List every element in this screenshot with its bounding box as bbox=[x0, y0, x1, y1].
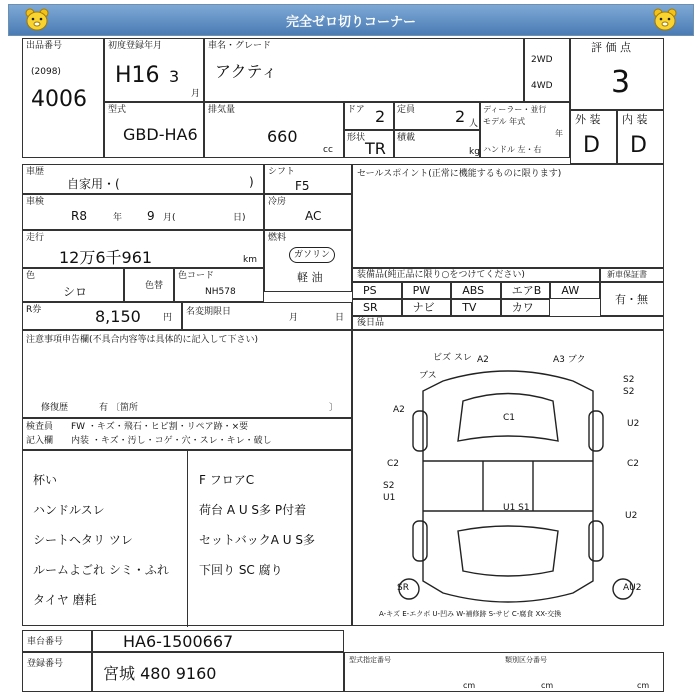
displacement-cell bbox=[204, 102, 344, 158]
diagram-mark: ビズ スレ bbox=[433, 353, 472, 363]
inspector-row-exterior: FW ・キズ・飛石・ヒビ割・リペア跡・×要 bbox=[71, 422, 249, 432]
repair-close: 〕 bbox=[329, 403, 339, 413]
exterior-cell bbox=[570, 110, 617, 164]
door-cell bbox=[344, 102, 394, 130]
later-items-label: 後日品 bbox=[357, 318, 385, 328]
interior-label: 内 装 bbox=[622, 113, 648, 126]
diagram-mark: U2 bbox=[625, 511, 638, 521]
shape-value: TR bbox=[365, 139, 386, 158]
interior-cell bbox=[617, 110, 664, 164]
diagram-mark: U1 S1 bbox=[503, 503, 530, 513]
equipment-label: PS bbox=[363, 284, 377, 297]
exterior-label: 外 装 bbox=[575, 113, 601, 126]
equipment-label: ABS bbox=[462, 284, 485, 297]
drive-2wd: 2WD bbox=[531, 55, 553, 65]
equipment-label: ナビ bbox=[412, 301, 435, 314]
front-right-wheel bbox=[589, 411, 603, 451]
diagram-mark: C2 bbox=[387, 459, 400, 469]
aircon-label: 冷房 bbox=[268, 197, 287, 207]
inspection-label: 車検 bbox=[26, 197, 45, 207]
use-label: 車歴 bbox=[26, 167, 45, 177]
first-reg-year: H16 bbox=[115, 63, 160, 88]
damage-diagram-cell bbox=[352, 330, 664, 626]
equipment-label: SR bbox=[363, 301, 378, 314]
lot-label: 出品番号 bbox=[26, 41, 63, 51]
month-unit: 月 bbox=[191, 89, 201, 99]
later-items-cell bbox=[352, 316, 664, 330]
measure-label: 類別区分番号 bbox=[505, 656, 547, 664]
name-change-day: 日 bbox=[335, 313, 345, 323]
inspector-label: 検査員 bbox=[26, 422, 54, 432]
inspection-month: 9 bbox=[147, 209, 155, 223]
note-left: タイヤ 磨耗 bbox=[33, 593, 97, 607]
note-left: 杯い bbox=[33, 473, 58, 487]
inspection-year-unit: 年 bbox=[113, 213, 123, 223]
displacement-label: 排気量 bbox=[208, 105, 236, 115]
use-value: 自家用・( bbox=[67, 177, 120, 191]
drive-cell bbox=[524, 38, 570, 102]
inspection-month-unit: 月( bbox=[163, 213, 176, 223]
note-right: 荷台 A U S多 P付着 bbox=[199, 503, 307, 517]
banner-title: 完全ゼロ切りコーナー bbox=[285, 15, 416, 30]
diagram-mark: ブス bbox=[419, 371, 437, 381]
cm-unit: cm bbox=[463, 681, 476, 690]
equipment-label: AW bbox=[561, 284, 580, 297]
handwritten-notes-cell bbox=[22, 450, 352, 626]
diagram-mark: S2 bbox=[383, 481, 395, 491]
inspector-cell bbox=[22, 418, 352, 450]
door-label: ドア bbox=[347, 105, 365, 115]
equipment-item bbox=[550, 282, 600, 299]
yen-unit: 円 bbox=[163, 313, 173, 323]
name-change-month: 月 bbox=[289, 313, 299, 323]
diagram-mark: U1 bbox=[383, 493, 396, 503]
inspector-entry-label: 記入欄 bbox=[26, 436, 54, 446]
inspector-row-interior: 内装 ・キズ・汚し・コゲ・穴・スレ・キレ・破し bbox=[71, 436, 272, 446]
bear-mascot-icon bbox=[651, 7, 679, 33]
lot-prefix: (2098) bbox=[31, 67, 61, 77]
equipment-item bbox=[352, 282, 402, 299]
aircon-cell bbox=[264, 194, 352, 230]
lot-number: 4006 bbox=[31, 87, 87, 112]
diagram-legend: A-キズ E-エクボ U-凹み W-補修跡 S-サビ C-腐食 XX-交換 bbox=[379, 610, 562, 618]
car-name-value: アクティ bbox=[215, 62, 278, 81]
name-change-label: 名変期限日 bbox=[186, 307, 232, 317]
first-registration-cell bbox=[104, 38, 204, 102]
model-value: GBD-HA6 bbox=[123, 125, 198, 144]
inspection-day-unit: 日) bbox=[233, 213, 246, 223]
mileage-cell bbox=[22, 230, 264, 268]
equipment-item bbox=[402, 299, 452, 316]
color-code-cell bbox=[174, 268, 264, 302]
score-value: 3 bbox=[611, 65, 631, 100]
shift-cell bbox=[264, 164, 352, 194]
handle-label: ハンドル 左・右 bbox=[483, 145, 542, 154]
equipment-header bbox=[352, 268, 600, 282]
sales-points-cell bbox=[352, 164, 664, 268]
diagram-mark: SR bbox=[397, 583, 409, 593]
recycle-cell bbox=[22, 302, 182, 330]
year-unit: 年 bbox=[555, 129, 563, 138]
color-label: 色 bbox=[26, 271, 36, 281]
first-reg-month: 3 bbox=[169, 67, 180, 86]
color-code-value: NH578 bbox=[205, 287, 236, 297]
note-right: 下回り SC 腐り bbox=[199, 563, 283, 577]
plate-label-cell bbox=[22, 652, 92, 692]
fuel-diesel: 軽 油 bbox=[297, 271, 323, 284]
equipment-label: PW bbox=[412, 284, 431, 297]
model-cell bbox=[104, 102, 204, 158]
measure-label: 型式指定番号 bbox=[349, 656, 391, 664]
plate-value-cell bbox=[92, 652, 344, 692]
measure-cell bbox=[344, 652, 664, 692]
diagram-mark: A2 bbox=[477, 355, 489, 365]
warranty-value: 有・無 bbox=[615, 293, 648, 306]
rear-window bbox=[458, 526, 558, 576]
load-cell bbox=[394, 130, 480, 158]
warranty-cell bbox=[600, 282, 664, 316]
capacity-cell bbox=[394, 102, 480, 130]
capacity-value: 2 bbox=[455, 107, 466, 126]
chassis-value-cell bbox=[92, 630, 344, 652]
fuel-gasoline: ガソリン bbox=[289, 247, 335, 263]
model-year-label: モデル 年式 bbox=[483, 117, 526, 126]
note-right: F フロアC bbox=[199, 473, 255, 487]
lot-number-cell bbox=[22, 38, 104, 158]
equipment-item bbox=[402, 282, 452, 299]
equipment-item bbox=[451, 299, 501, 316]
first-reg-label: 初度登録年月 bbox=[108, 41, 163, 51]
fuel-cell bbox=[264, 230, 352, 292]
load-label: 積載 bbox=[397, 133, 416, 143]
score-cell bbox=[570, 38, 664, 110]
note-left: シートヘタリ ツレ bbox=[33, 533, 133, 547]
header-banner bbox=[8, 4, 694, 36]
diagram-mark: A2 bbox=[393, 405, 405, 415]
car-name-cell bbox=[204, 38, 524, 102]
repair-label: 修復歴 bbox=[41, 403, 69, 413]
capacity-label: 定員 bbox=[397, 105, 416, 115]
kg-unit: kg bbox=[469, 147, 480, 157]
diagram-mark: S2 bbox=[623, 387, 635, 397]
plate-value: 宮城 480 9160 bbox=[103, 664, 217, 683]
equipment-item bbox=[501, 282, 551, 299]
diagram-mark: C2 bbox=[627, 459, 640, 469]
shift-value: F5 bbox=[295, 179, 310, 193]
repair-value: 有 〔箇所 bbox=[99, 403, 138, 413]
note-left: ハンドルスレ bbox=[33, 503, 105, 517]
car-outline bbox=[423, 371, 593, 602]
recycle-label: R券 bbox=[26, 305, 42, 315]
notes-label: 注意事項申告欄(不具合内容等は具体的に記入して下さい) bbox=[26, 335, 259, 345]
dealer-label: ディーラー・並行 bbox=[483, 105, 547, 114]
color-change-cell bbox=[124, 268, 174, 302]
note-right: セットバックA U S多 bbox=[199, 533, 315, 547]
chassis-label-cell bbox=[22, 630, 92, 652]
model-label: 型式 bbox=[108, 105, 127, 115]
interior-grade: D bbox=[630, 133, 647, 158]
note-left: ルームよごれ シミ・ふれ bbox=[33, 563, 169, 577]
equipment-label: エアB bbox=[511, 284, 542, 297]
diagram-mark: A3 ブク bbox=[553, 355, 586, 365]
equipment-item bbox=[451, 282, 501, 299]
recycle-value: 8,150 bbox=[95, 307, 141, 326]
color-cell bbox=[22, 268, 124, 302]
cm-unit: cm bbox=[637, 681, 650, 690]
equipment-label: TV bbox=[462, 301, 477, 314]
shift-label: シフト bbox=[268, 167, 296, 177]
rear-right-wheel bbox=[589, 521, 603, 561]
mileage-value: 12万6千961 bbox=[59, 248, 153, 267]
mileage-label: 走行 bbox=[26, 233, 45, 243]
equipment-item bbox=[501, 299, 551, 316]
km-unit: km bbox=[243, 255, 257, 265]
auction-sheet bbox=[22, 38, 664, 698]
equipment-item bbox=[352, 299, 402, 316]
displacement-value: 660 bbox=[267, 127, 298, 146]
equipment-label: 装備品(純正品に限り○をつけてください) bbox=[357, 270, 525, 280]
name-change-cell bbox=[182, 302, 352, 330]
diagram-mark: AU2 bbox=[623, 583, 642, 593]
door-value: 2 bbox=[375, 107, 386, 126]
sales-points-label: セールスポイント(正常に機能するものに限ります) bbox=[357, 169, 562, 179]
drive-4wd: 4WD bbox=[531, 81, 553, 91]
person-unit: 人 bbox=[469, 119, 479, 129]
color-value: シロ bbox=[63, 285, 88, 299]
new-car-header bbox=[600, 268, 664, 282]
notes-cell bbox=[22, 330, 352, 418]
use-cell bbox=[22, 164, 264, 194]
car-damage-diagram bbox=[353, 331, 663, 625]
fuel-label: 燃料 bbox=[268, 233, 287, 243]
car-name-label: 車名・グレード bbox=[208, 41, 272, 51]
equipment-label: カワ bbox=[511, 301, 534, 314]
chassis-label: 車台番号 bbox=[27, 637, 64, 647]
diagram-mark: C1 bbox=[503, 413, 516, 423]
cc-unit: cc bbox=[323, 145, 333, 155]
use-close: ) bbox=[249, 175, 254, 189]
aircon-value: AC bbox=[305, 209, 322, 223]
plate-label: 登録番号 bbox=[27, 659, 64, 669]
color-code-label: 色コード bbox=[178, 271, 215, 281]
color-change-label: 色替 bbox=[145, 281, 164, 291]
shape-label: 形状 bbox=[347, 133, 366, 143]
front-left-wheel bbox=[413, 411, 427, 451]
new-car-label: 新車保証書 bbox=[607, 270, 647, 279]
inspection-cell bbox=[22, 194, 264, 230]
dealer-cell bbox=[480, 102, 570, 158]
exterior-grade: D bbox=[583, 133, 600, 158]
diagram-mark: S2 bbox=[623, 375, 635, 385]
inspection-era: R8 bbox=[71, 209, 87, 223]
score-label: 評 価 点 bbox=[591, 41, 631, 54]
diagram-mark: U2 bbox=[627, 419, 640, 429]
chassis-value: HA6-1500667 bbox=[123, 632, 234, 651]
cm-unit: cm bbox=[541, 681, 554, 690]
rear-left-wheel bbox=[413, 521, 427, 561]
shape-cell bbox=[344, 130, 394, 158]
